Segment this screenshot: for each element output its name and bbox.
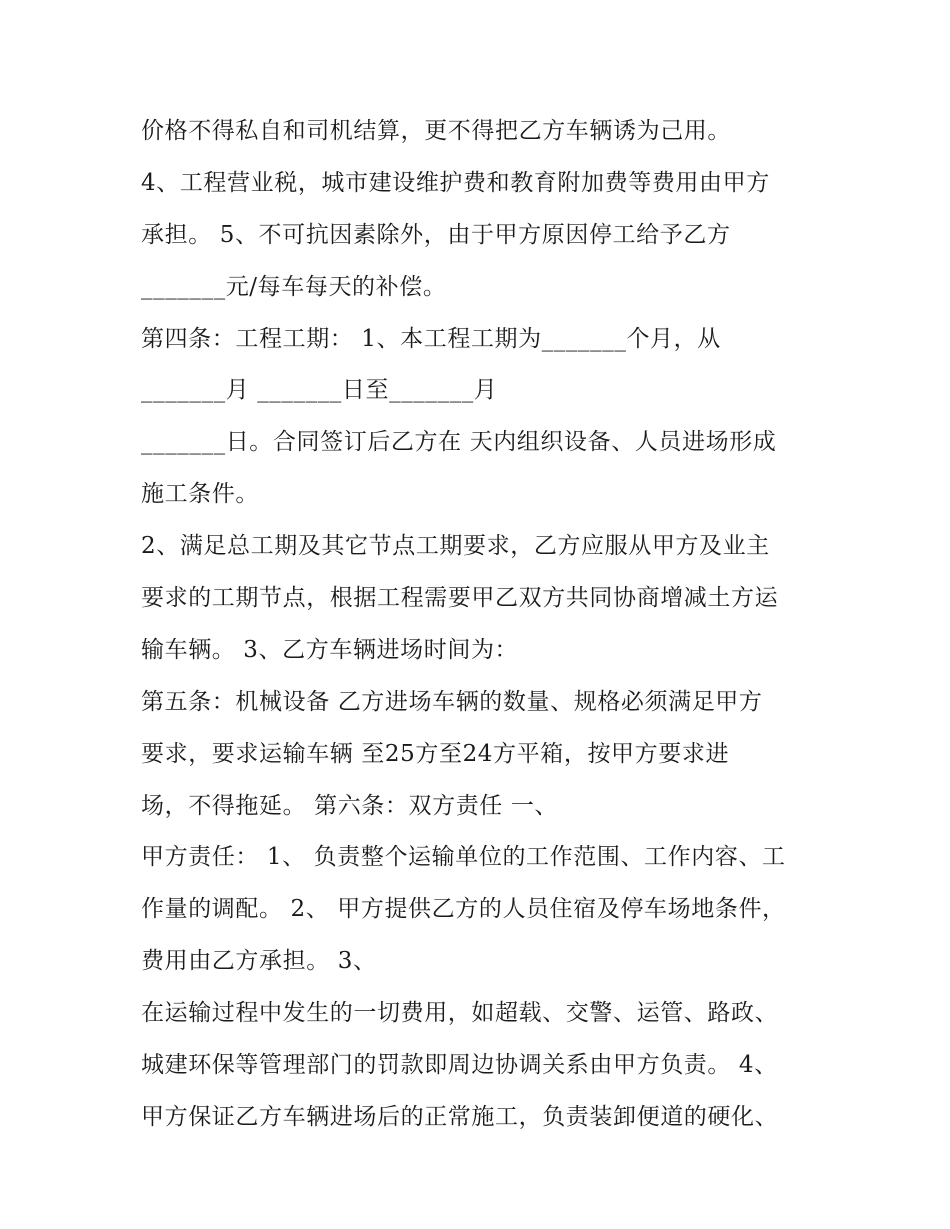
text-line: _______日。合同签订后乙方在 天内组织设备、人员进场形成	[141, 429, 777, 456]
text-line: 要求的工期节点，根据工程需要甲乙双方共同协商增减土方运	[141, 585, 779, 612]
text-line: 施工条件。	[141, 481, 259, 508]
text-line: 甲方保证乙方车辆进场后的正常施工，负责装卸便道的硬化、	[141, 1103, 779, 1130]
text-line: _______月 _______日至_______月	[141, 377, 498, 404]
text-line: 城建环保等管理部门的罚款即周边协调关系由甲方负责。 4、	[141, 1052, 778, 1079]
text-line: 要求，要求运输车辆 至25方至24方平箱，按甲方要求进	[141, 740, 730, 767]
text-line: 价格不得私自和司机结算，更不得把乙方车辆诱为己用。	[141, 118, 731, 144]
text-line: _______元/每车每天的补偿。	[141, 273, 447, 300]
text-line: 输车辆。 3、乙方车辆进场时间为：	[141, 636, 519, 663]
text-line: 费用由乙方承担。 3、	[141, 948, 377, 975]
text-line: 第四条：工程工期： 1、本工程工期为_______个月，从	[141, 325, 721, 352]
text-line: 4、工程营业税，城市建设维护费和教育附加费等费用由甲方	[141, 169, 770, 196]
text-line: 第五条：机械设备 乙方进场车辆的数量、规格必须满足甲方	[141, 688, 763, 715]
text-line: 在运输过程中发生的一切费用，如超载、交警、运管、路政、	[141, 1000, 779, 1027]
text-line: 作量的调配。 2、 甲方提供乙方的人员住宿及停车场地条件，	[141, 896, 786, 923]
text-line: 场，不得拖延。 第六条：双方责任 一、	[141, 792, 559, 819]
text-line: 甲方责任： 1、 负责整个运输单位的工作范围、工作内容、工	[141, 844, 786, 871]
contract-body-text	[141, 106, 831, 1144]
text-line: 承担。 5、不可抗因素除外，由于甲方原因停工给予乙方	[141, 221, 731, 248]
text-line: 2、满足总工期及其它节点工期要求，乙方应服从甲方及业主	[141, 533, 770, 560]
